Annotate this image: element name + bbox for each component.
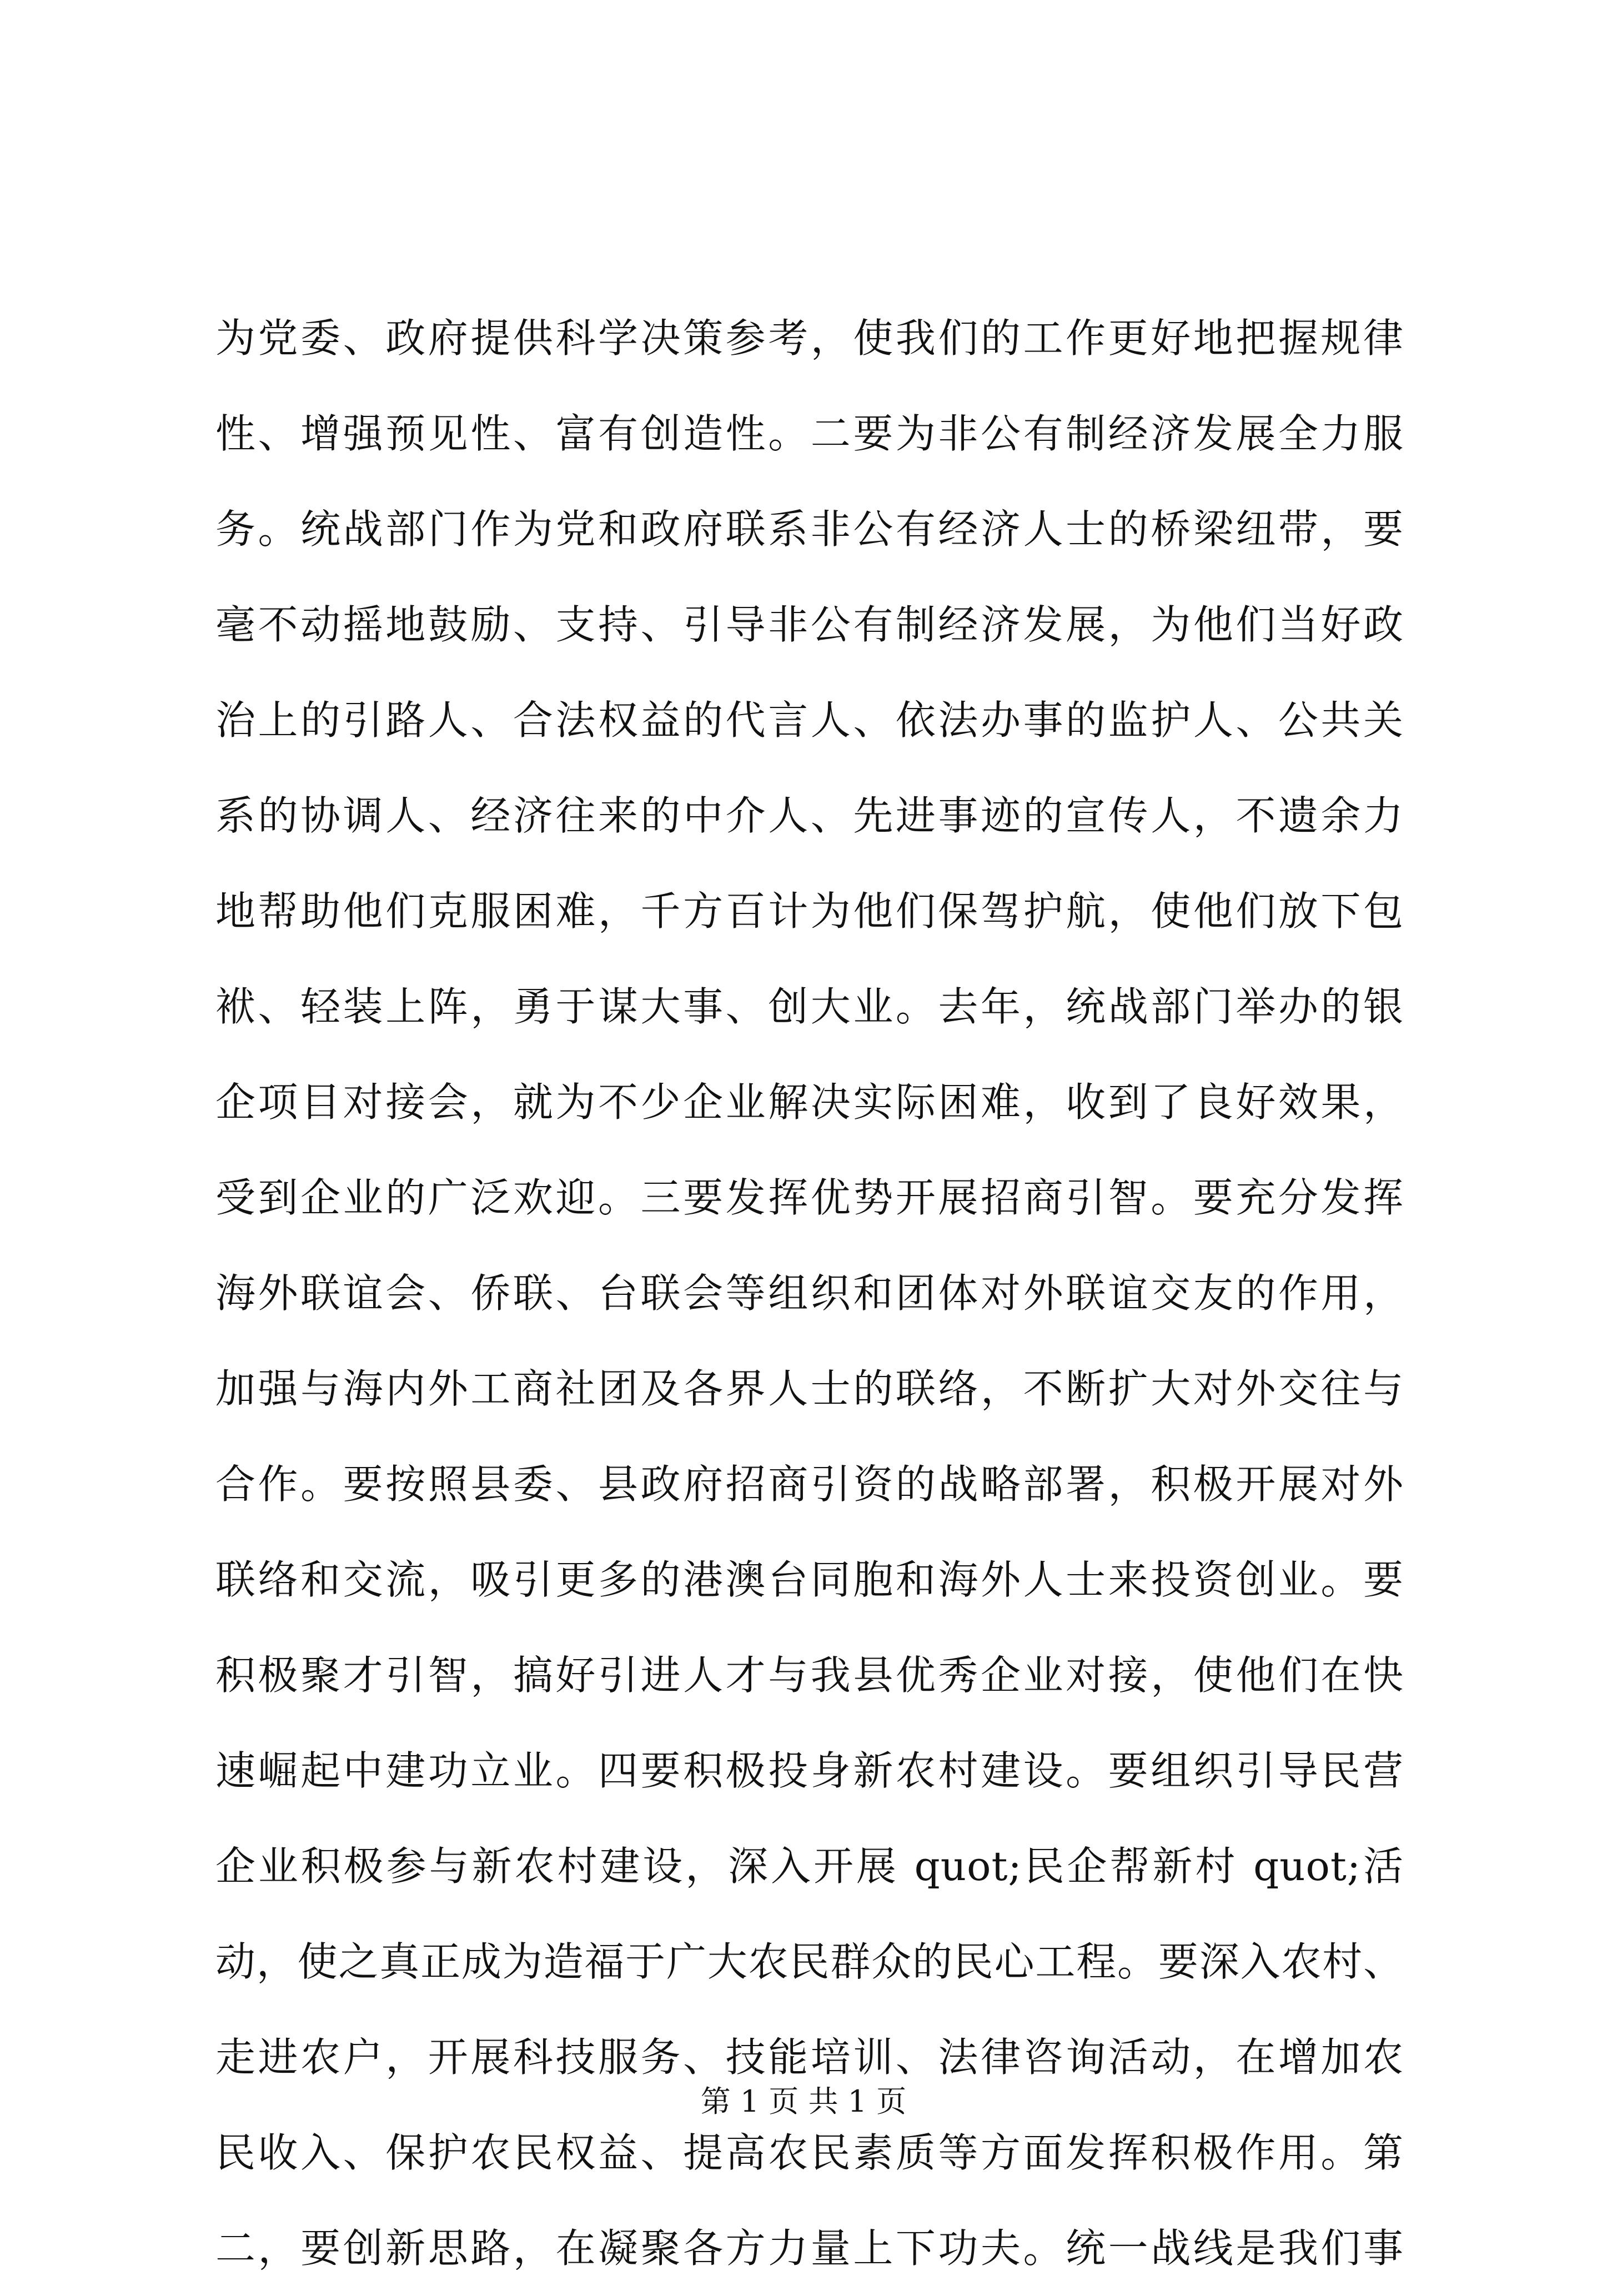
text-line: 受到企业的广泛欢迎。三要发挥优势开展招商引智。要充分发挥 xyxy=(215,1174,1404,1221)
text-line: 联络和交流，吸引更多的港澳台同胞和海外人士来投资创业。要 xyxy=(215,1556,1404,1603)
text-line: 企业积极参与新农村建设，深入开展 quot;民企帮新村 quot;活 xyxy=(215,1843,1404,1890)
text-line: 治上的引路人、合法权益的代言人、依法办事的监护人、公共关 xyxy=(215,697,1404,743)
text-line: 袱、轻装上阵，勇于谋大事、创大业。去年，统战部门举办的银 xyxy=(215,983,1404,1030)
text-line: 走进农户，开展科技服务、技能培训、法律咨询活动，在增加农 xyxy=(215,2034,1404,2081)
text-line: 毫不动摇地鼓励、支持、引导非公有制经济发展，为他们当好政 xyxy=(215,601,1404,648)
text-line: 性、增强预见性、富有创造性。二要为非公有制经济发展全力服 xyxy=(215,410,1404,457)
text-line: 速崛起中建功立业。四要积极投身新农村建设。要组织引导民营 xyxy=(215,1747,1404,1794)
page-footer: 第 1 页 共 1 页 xyxy=(700,2084,907,2119)
body-text xyxy=(215,290,1404,2296)
text-line: 为党委、政府提供科学决策参考，使我们的工作更好地把握规律 xyxy=(215,315,1404,361)
text-line: 加强与海内外工商社团及各界人士的联络，不断扩大对外交往与 xyxy=(215,1365,1404,1412)
text-line: 系的协调人、经济往来的中介人、先进事迹的宣传人，不遗余力 xyxy=(215,792,1404,839)
text-line: 二，要创新思路，在凝聚各方力量上下功夫。统一战线是我们事 xyxy=(215,2225,1404,2272)
text-line: 地帮助他们克服困难，千方百计为他们保驾护航，使他们放下包 xyxy=(215,888,1404,935)
text-line: 积极聚才引智，搞好引进人才与我县优秀企业对接，使他们在快 xyxy=(215,1652,1404,1699)
text-line: 务。统战部门作为党和政府联系非公有经济人士的桥梁纽带，要 xyxy=(215,506,1404,552)
text-line: 合作。要按照县委、县政府招商引资的战略部署，积极开展对外 xyxy=(215,1461,1404,1508)
text-line: 企项目对接会，就为不少企业解决实际困难，收到了良好效果， xyxy=(215,1079,1404,1126)
text-line: 动，使之真正成为造福于广大农民群众的民心工程。要深入农村、 xyxy=(215,1938,1404,1985)
text-line: 民收入、保护农民权益、提高农民素质等方面发挥积极作用。第 xyxy=(215,2129,1404,2176)
text-line: 海外联谊会、侨联、台联会等组织和团体对外联谊交友的作用， xyxy=(215,1270,1404,1317)
